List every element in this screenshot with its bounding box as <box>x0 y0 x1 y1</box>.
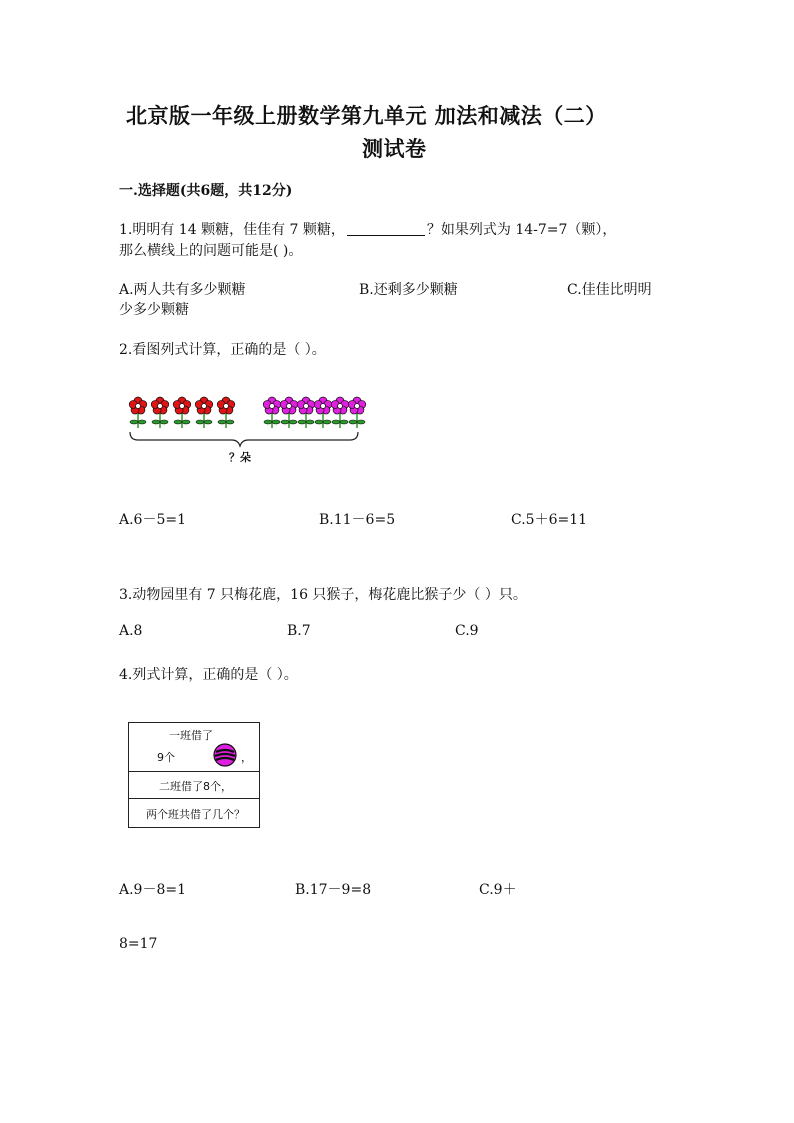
purple-flower-icon <box>314 397 332 428</box>
word-problem-box <box>128 722 260 828</box>
red-flower-icon <box>217 397 235 428</box>
q3-option-b[interactable]: B.7 <box>287 623 311 639</box>
question-1-line2: 那么横线上的问题可能是( )。 <box>119 243 303 259</box>
section-header: 一.选择题(共6题，共12分) <box>119 183 293 199</box>
question-1-text-a: 1.明明有 14 颗糖，佳佳有 7 颗糖， <box>119 222 345 238</box>
red-flower-icon <box>195 397 213 428</box>
question-4-text: 4.列式计算，正确的是（ ）。 <box>119 667 298 683</box>
red-flower-icon <box>129 397 147 428</box>
q4-option-a[interactable]: A.9－8=1 <box>119 882 187 898</box>
box-row1-text-c: ， <box>241 751 252 764</box>
box-row3-text: 两个班共借了几个？ <box>146 808 245 821</box>
flower-group <box>129 397 366 428</box>
q2-option-c[interactable]: C.5＋6=11 <box>511 512 588 528</box>
purple-flower-icon <box>263 397 281 428</box>
q2-option-b[interactable]: B.11－6=5 <box>319 512 396 528</box>
q3-option-c[interactable]: C.9 <box>455 623 479 639</box>
box-row1-text-b: 9个 <box>157 751 175 764</box>
purple-flower-icon <box>348 397 366 428</box>
ball-icon <box>213 743 237 767</box>
question-1-line1 <box>119 219 616 239</box>
q4-option-b[interactable]: B.17－9=8 <box>295 882 372 898</box>
box-row-3 <box>129 799 259 827</box>
question-1-text-b: ？如果列式为 14-7=7（颗）， <box>426 222 617 238</box>
purple-flower-icon <box>297 397 315 428</box>
q1-option-c[interactable]: C.佳佳比明明 <box>567 282 652 298</box>
purple-flower-icon <box>280 397 298 428</box>
q4-option-c-cont: 8=17 <box>119 936 158 952</box>
page-title-line1: 北京版一年级上册数学第九单元 加法和减法（二） <box>126 103 607 128</box>
answer-blank <box>347 221 425 236</box>
question-3-text: 3.动物园里有 7 只梅花鹿，16 只猴子，梅花鹿比猴子少（ ）只。 <box>119 587 527 603</box>
page-title-line2: 测试卷 <box>362 136 427 161</box>
red-flower-icon <box>151 397 169 428</box>
q3-option-a[interactable]: A.8 <box>119 623 143 639</box>
box-row-1 <box>129 723 259 772</box>
flower-caption: ？朵 <box>229 451 251 464</box>
brace-icon <box>130 432 358 446</box>
question-2-text: 2.看图列式计算，正确的是（ ）。 <box>119 342 326 358</box>
red-flower-icon <box>173 397 191 428</box>
q2-option-a[interactable]: A.6－5=1 <box>119 512 187 528</box>
q4-option-c[interactable]: C.9＋ <box>479 882 517 898</box>
purple-flower-icon <box>331 397 349 428</box>
box-row2-text: 二班借了8个， <box>159 780 232 793</box>
q1-option-b[interactable]: B.还剩多少颗糖 <box>359 282 458 298</box>
q1-option-c-cont: 少多少颗糖 <box>119 302 189 318</box>
q1-option-a[interactable]: A.两人共有多少颗糖 <box>119 282 246 298</box>
box-row-2 <box>129 772 259 799</box>
box-row1-text-a: 一班借了 <box>169 729 213 742</box>
